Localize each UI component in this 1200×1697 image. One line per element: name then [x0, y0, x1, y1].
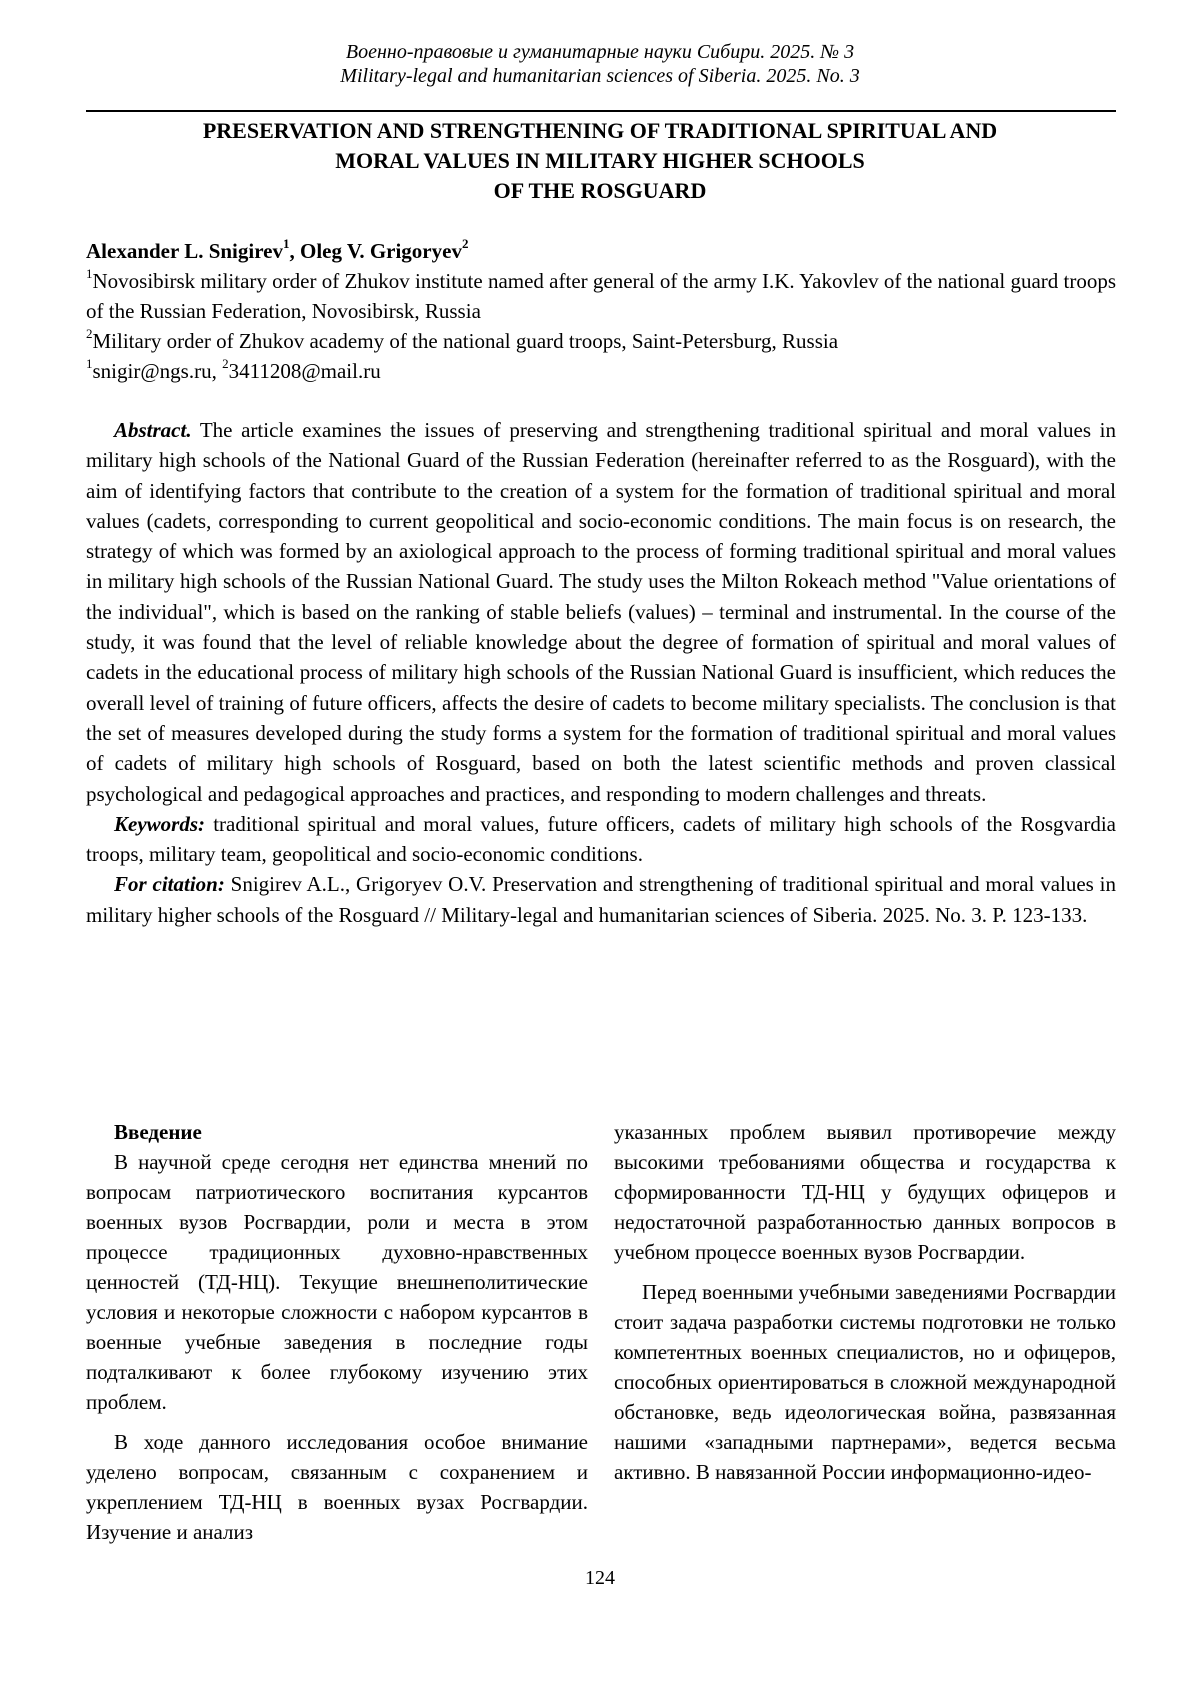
email-2-sup: 2 [222, 356, 229, 371]
right-paragraph-2: Перед военными учебными заведениями Росгвардии стоит задача разработки системы подготовки не только компетентных военных специалистов, но и офицеров, способных ориентироваться в сложной международной обстановке, ведь идеологическая война, развязанная нашими «западными партнерами», ведется весьма активно. В навязанной России информационно-идео- [614, 1280, 1116, 1484]
title-line-2: MORAL VALUES IN MILITARY HIGHER SCHOOLS [335, 148, 865, 173]
page-number: 124 [585, 1567, 615, 1589]
abstract-label: Abstract. [114, 418, 192, 442]
author-names [86, 236, 1116, 266]
header-rule [86, 110, 1116, 112]
left-paragraph-2: В ходе данного исследования особое внимание уделено вопросам, связанным с сохранением и укреплением ТД-НЦ в военных вузах Росгвардии. Изучение и анализ [86, 1430, 588, 1544]
author-1: Alexander L. Snigirev [86, 239, 283, 263]
abstract-block [86, 415, 1116, 930]
keywords-paragraph [86, 809, 1116, 870]
affiliation-2-sup: 2 [86, 326, 93, 341]
citation-text: Snigirev A.L., Grigoryev O.V. Preservation and strengthening of traditional spiritual and moral values in military higher schools of the Rosguard // Military-legal and humanitarian sciences of Siberia. 2025. No. 3. P. 123-133. [86, 872, 1117, 927]
keywords-text: traditional spiritual and moral values, future officers, cadets of military high schools of the Rosgvardia troops, military team, geopolitical and socio-economic conditions. [86, 811, 1116, 867]
running-head-en: Military-legal and humanitarian sciences of Siberia. 2025. No. 3 [340, 65, 860, 87]
author-2-sup: 2 [461, 236, 469, 251]
article-title [86, 116, 1114, 206]
running-head [86, 40, 1114, 88]
right-column [614, 1117, 1116, 1487]
left-paragraph-1: В научной среде сегодня нет единства мнений по вопросам патриотического воспитания курсантов военных вузов Росгвардии, роли и места в этом процессе традиционных духовно-нравственных ценностей (ТД-НЦ). Текущие внешнеполитические условия и некоторые сложности с набором курсантов в военные учебные заведения в последние годы подталкивают к более глубокому изучению этих проблем. [86, 1150, 588, 1414]
affiliation-1-text: Novosibirsk military order of Zhukov institute named after general of the army I.K. Yakovlev of the national guard troops of the Russian Federation, Novosibirsk, Russia [86, 269, 1117, 323]
author-2: Oleg V. Grigoryev [300, 239, 462, 263]
right-paragraph-1: указанных проблем выявил противоречие между высокими требованиями общества и государства к сформированности ТД-НЦ у будущих офицеров и недостаточной разработанностью данных вопросов в учебном процессе военных вузов Росгвардии. [614, 1120, 1116, 1264]
left-column [86, 1117, 588, 1547]
email-2[interactable]: 3411208@mail.ru [228, 359, 381, 383]
affiliation-1-sup: 1 [86, 266, 93, 281]
citation-label: For citation: [114, 872, 225, 897]
email-1-sup: 1 [86, 356, 93, 371]
affiliation-1 [86, 266, 1116, 326]
author-separator: , [289, 239, 300, 263]
authors-block [86, 236, 1116, 386]
running-head-ru: Военно-правовые и гуманитарные науки Сибири. 2025. № 3 [345, 41, 855, 63]
body-columns [86, 1117, 1116, 1547]
abstract-text: The article examines the issues of preserving and strengthening traditional spiritual and moral values in military high schools of the National Guard of the Russian Federation (hereinafter referred to as the Rosguard), with the aim of identifying factors that contribute to the creation of a system for the formation of traditional spiritual and moral values (cadets, corresponding to current geopolitical and socio-economic conditions. The main focus is on research, the strategy of which was formed by an axiological approach to the process of forming traditional spiritual and moral values in military high schools of the Russian National Guard. The study uses the Milton Rokeach method "Value orientations of the individual", which is based on the ranking of stable beliefs (values) – terminal and instrumental. In the course of the study, it was found that the level of reliable knowledge about the degree of formation of spiritual and moral values of cadets in the educational process of military high schools of the Russian National Guard is insufficient, which reduces the overall level of training of future officers, affects the desire of cadets to become military specialists. The conclusion is that the set of measures developed during the study forms a system for the formation of traditional spiritual and moral values of cadets of military high schools of Rosguard, based on both the latest scientific methods and proven classical psychological and pedagogical approaches and practices, and responding to modern challenges and threats. [86, 418, 1116, 806]
abstract-paragraph [86, 415, 1116, 809]
citation-paragraph [86, 869, 1116, 930]
author-1-sup: 1 [283, 236, 290, 251]
section-heading: Введение [114, 1120, 202, 1144]
title-line-3: OF THE ROSGUARD [493, 178, 707, 203]
title-line-1: PRESERVATION AND STRENGTHENING OF TRADITIONAL SPIRITUAL AND [202, 118, 998, 143]
affiliation-2-text: Military order of Zhukov academy of the national guard troops, Saint-Petersburg, Russia [92, 329, 839, 353]
affiliation-2 [86, 326, 1116, 356]
emails [86, 356, 1116, 386]
keywords-label: Keywords: [114, 811, 205, 836]
email-1[interactable]: snigir@ngs.ru, [92, 359, 217, 383]
